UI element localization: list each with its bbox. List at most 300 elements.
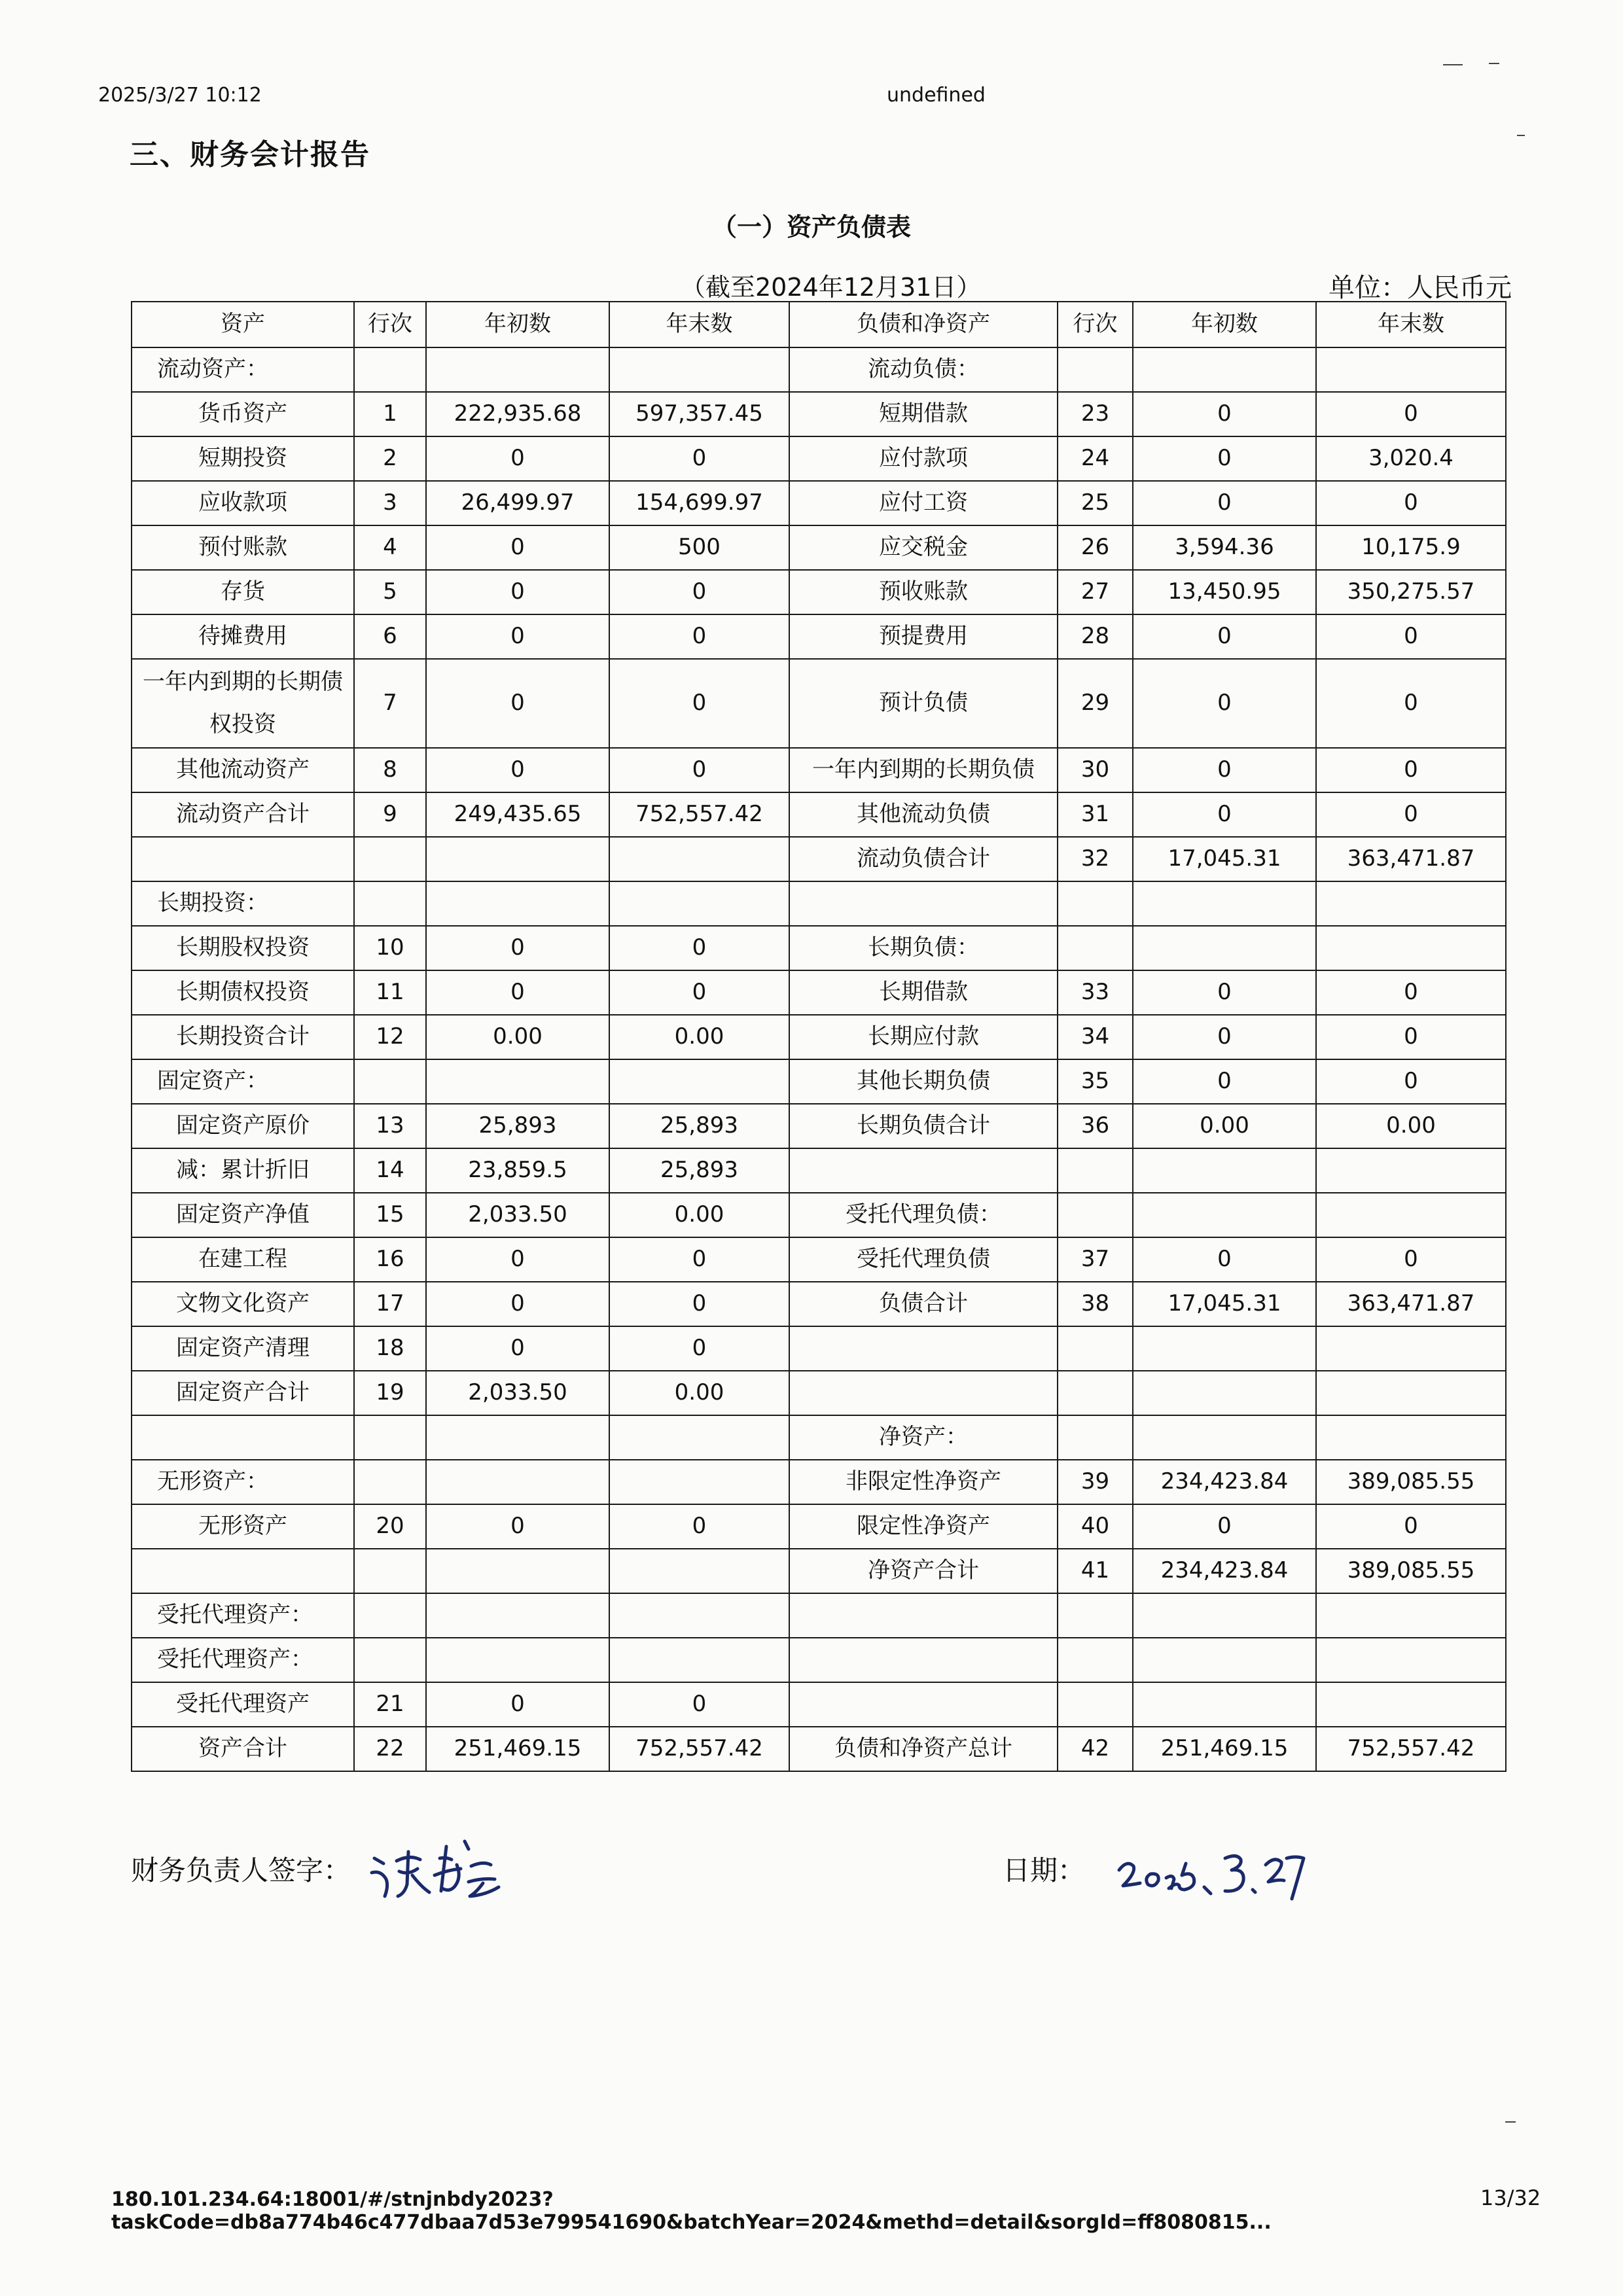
asset-line-no: 19 xyxy=(354,1371,426,1415)
column-header: 行次 xyxy=(354,302,426,347)
liability-end-value: 0 xyxy=(1316,659,1506,748)
asset-line-no xyxy=(354,837,426,881)
asset-end-value: 0 xyxy=(609,1504,789,1549)
asset-end-value: 752,557.42 xyxy=(609,1727,789,1771)
liability-line-no: 24 xyxy=(1058,436,1133,481)
asset-begin-value: 0 xyxy=(426,659,609,748)
liability-line-no xyxy=(1058,1593,1133,1638)
liability-end-value: 752,557.42 xyxy=(1316,1727,1506,1771)
liability-end-value: 0 xyxy=(1316,748,1506,792)
liability-begin-value xyxy=(1133,1593,1316,1638)
liability-name: 长期负债合计 xyxy=(789,1104,1058,1148)
liability-begin-value: 0 xyxy=(1133,436,1316,481)
table-row xyxy=(132,1415,1506,1460)
table-row xyxy=(132,1193,1506,1237)
print-header-title: undefined xyxy=(887,84,986,107)
asset-line-no: 22 xyxy=(354,1727,426,1771)
asset-line-no xyxy=(354,1415,426,1460)
asset-end-value: 752,557.42 xyxy=(609,792,789,837)
asset-name: 受托代理资产： xyxy=(132,1593,354,1638)
liability-begin-value xyxy=(1133,1193,1316,1237)
asset-name: 流动资产： xyxy=(132,347,354,392)
asset-name xyxy=(132,837,354,881)
liability-line-no xyxy=(1058,1415,1133,1460)
signature-label: 财务负责人签字： xyxy=(131,1854,351,1886)
liability-begin-value: 0 xyxy=(1133,1015,1316,1059)
liability-begin-value: 0.00 xyxy=(1133,1104,1316,1148)
asset-begin-value: 23,859.5 xyxy=(426,1148,609,1193)
liability-end-value xyxy=(1316,1593,1506,1638)
liability-begin-value: 17,045.31 xyxy=(1133,1282,1316,1326)
table-row xyxy=(132,570,1506,614)
asset-begin-value: 0.00 xyxy=(426,1015,609,1059)
liability-name: 应付工资 xyxy=(789,481,1058,525)
asset-line-no: 17 xyxy=(354,1282,426,1326)
print-datetime: 2025/3/27 10:12 xyxy=(98,84,262,107)
table-row xyxy=(132,1727,1506,1771)
asset-begin-value: 0 xyxy=(426,926,609,970)
liability-line-no xyxy=(1058,347,1133,392)
asset-name: 预付账款 xyxy=(132,525,354,570)
liability-begin-value: 0 xyxy=(1133,481,1316,525)
asset-line-no: 9 xyxy=(354,792,426,837)
liability-line-no: 41 xyxy=(1058,1549,1133,1593)
asset-end-value xyxy=(609,347,789,392)
liability-name: 预收账款 xyxy=(789,570,1058,614)
asset-line-no: 15 xyxy=(354,1193,426,1237)
liability-line-no: 42 xyxy=(1058,1727,1133,1771)
liability-name xyxy=(789,1326,1058,1371)
asset-end-value: 0.00 xyxy=(609,1371,789,1415)
asset-begin-value xyxy=(426,347,609,392)
liability-line-no: 39 xyxy=(1058,1460,1133,1504)
liability-name: 预计负债 xyxy=(789,659,1058,748)
table-row xyxy=(132,881,1506,926)
table-row xyxy=(132,1371,1506,1415)
asset-name xyxy=(132,1549,354,1593)
table-row xyxy=(132,392,1506,436)
asset-end-value xyxy=(609,881,789,926)
table-row xyxy=(132,792,1506,837)
asset-line-no: 11 xyxy=(354,970,426,1015)
liability-line-no: 33 xyxy=(1058,970,1133,1015)
asset-end-value xyxy=(609,1593,789,1638)
liability-begin-value xyxy=(1133,926,1316,970)
asset-name: 长期投资合计 xyxy=(132,1015,354,1059)
liability-end-value: 363,471.87 xyxy=(1316,837,1506,881)
liability-end-value xyxy=(1316,1148,1506,1193)
asset-end-value: 0 xyxy=(609,570,789,614)
asset-begin-value xyxy=(426,1460,609,1504)
asset-begin-value: 249,435.65 xyxy=(426,792,609,837)
liability-end-value: 0.00 xyxy=(1316,1104,1506,1148)
page-number: 13/32 xyxy=(1480,2185,1541,2210)
asset-line-no xyxy=(354,347,426,392)
asset-line-no: 3 xyxy=(354,481,426,525)
liability-begin-value xyxy=(1133,1371,1316,1415)
asset-line-no xyxy=(354,1593,426,1638)
table-row xyxy=(132,748,1506,792)
asset-begin-value xyxy=(426,837,609,881)
asset-line-no: 5 xyxy=(354,570,426,614)
asset-line-no: 12 xyxy=(354,1015,426,1059)
liability-name: 长期负债： xyxy=(789,926,1058,970)
asset-name: 待摊费用 xyxy=(132,614,354,659)
asset-line-no xyxy=(354,1460,426,1504)
liability-end-value xyxy=(1316,1415,1506,1460)
asset-end-value xyxy=(609,1460,789,1504)
table-row xyxy=(132,1593,1506,1638)
liability-end-value: 0 xyxy=(1316,614,1506,659)
liability-begin-value: 0 xyxy=(1133,1504,1316,1549)
liability-line-no xyxy=(1058,1638,1133,1682)
asset-name: 受托代理资产： xyxy=(132,1638,354,1682)
asset-name: 受托代理资产 xyxy=(132,1682,354,1727)
asset-end-value: 0 xyxy=(609,614,789,659)
asset-name: 文物文化资产 xyxy=(132,1282,354,1326)
liability-begin-value: 251,469.15 xyxy=(1133,1727,1316,1771)
asset-end-value xyxy=(609,1638,789,1682)
asset-end-value: 500 xyxy=(609,525,789,570)
liability-end-value xyxy=(1316,926,1506,970)
liability-line-no xyxy=(1058,881,1133,926)
asset-begin-value: 25,893 xyxy=(426,1104,609,1148)
liability-name: 净资产合计 xyxy=(789,1549,1058,1593)
liability-name: 净资产： xyxy=(789,1415,1058,1460)
asset-line-no: 14 xyxy=(354,1148,426,1193)
liability-name: 负债和净资产总计 xyxy=(789,1727,1058,1771)
asset-begin-value: 0 xyxy=(426,970,609,1015)
asset-end-value: 0.00 xyxy=(609,1015,789,1059)
asset-name: 长期投资： xyxy=(132,881,354,926)
asset-name: 应收款项 xyxy=(132,481,354,525)
asset-line-no: 13 xyxy=(354,1104,426,1148)
column-header: 负债和净资产 xyxy=(789,302,1058,347)
liability-end-value: 0 xyxy=(1316,481,1506,525)
asset-end-value: 0 xyxy=(609,436,789,481)
asset-begin-value xyxy=(426,1638,609,1682)
table-row xyxy=(132,614,1506,659)
liability-line-no xyxy=(1058,1682,1133,1727)
as-of-date: （截至2024年12月31日） xyxy=(681,273,982,302)
liability-line-no: 31 xyxy=(1058,792,1133,837)
table-row xyxy=(132,1237,1506,1282)
liability-name: 一年内到期的长期负债 xyxy=(789,748,1058,792)
liability-begin-value xyxy=(1133,1415,1316,1460)
asset-name: 固定资产： xyxy=(132,1059,354,1104)
liability-end-value xyxy=(1316,1682,1506,1727)
liability-end-value: 350,275.57 xyxy=(1316,570,1506,614)
liability-name: 流动负债： xyxy=(789,347,1058,392)
table-row xyxy=(132,1104,1506,1148)
liability-name xyxy=(789,1593,1058,1638)
table-row xyxy=(132,926,1506,970)
table-row xyxy=(132,1148,1506,1193)
liability-end-value: 389,085.55 xyxy=(1316,1549,1506,1593)
asset-name: 长期股权投资 xyxy=(132,926,354,970)
asset-name xyxy=(132,1415,354,1460)
column-header: 年初数 xyxy=(1133,302,1316,347)
liability-begin-value xyxy=(1133,1326,1316,1371)
liability-end-value xyxy=(1316,1638,1506,1682)
asset-name: 固定资产原价 xyxy=(132,1104,354,1148)
table-row xyxy=(132,659,1506,748)
column-header: 年末数 xyxy=(609,302,789,347)
liability-end-value xyxy=(1316,1193,1506,1237)
liability-line-no: 23 xyxy=(1058,392,1133,436)
table-row xyxy=(132,1638,1506,1682)
liability-name xyxy=(789,1148,1058,1193)
asset-begin-value: 2,033.50 xyxy=(426,1371,609,1415)
currency-unit: 单位：人民币元 xyxy=(1329,273,1512,303)
asset-line-no: 2 xyxy=(354,436,426,481)
liability-begin-value: 0 xyxy=(1133,1059,1316,1104)
liability-end-value: 0 xyxy=(1316,1237,1506,1282)
asset-line-no: 18 xyxy=(354,1326,426,1371)
liability-name xyxy=(789,881,1058,926)
asset-begin-value: 26,499.97 xyxy=(426,481,609,525)
liability-end-value: 0 xyxy=(1316,392,1506,436)
liability-begin-value: 0 xyxy=(1133,970,1316,1015)
asset-begin-value xyxy=(426,1593,609,1638)
asset-begin-value: 0 xyxy=(426,1237,609,1282)
liability-begin-value: 0 xyxy=(1133,659,1316,748)
table-row xyxy=(132,481,1506,525)
liability-end-value: 0 xyxy=(1316,1015,1506,1059)
asset-name: 减：累计折旧 xyxy=(132,1148,354,1193)
asset-end-value: 25,893 xyxy=(609,1148,789,1193)
table-row xyxy=(132,1504,1506,1549)
asset-line-no: 20 xyxy=(354,1504,426,1549)
asset-begin-value: 2,033.50 xyxy=(426,1193,609,1237)
liability-end-value: 0 xyxy=(1316,970,1506,1015)
liability-begin-value xyxy=(1133,347,1316,392)
column-header: 年末数 xyxy=(1316,302,1506,347)
liability-line-no: 34 xyxy=(1058,1015,1133,1059)
asset-line-no: 16 xyxy=(354,1237,426,1282)
liability-begin-value: 234,423.84 xyxy=(1133,1460,1316,1504)
liability-begin-value xyxy=(1133,1148,1316,1193)
liability-begin-value xyxy=(1133,1682,1316,1727)
liability-line-no xyxy=(1058,1371,1133,1415)
asset-line-no: 10 xyxy=(354,926,426,970)
table-row xyxy=(132,525,1506,570)
liability-name: 应付款项 xyxy=(789,436,1058,481)
liability-line-no: 26 xyxy=(1058,525,1133,570)
liability-line-no: 30 xyxy=(1058,748,1133,792)
liability-end-value: 0 xyxy=(1316,1059,1506,1104)
asset-begin-value: 0 xyxy=(426,525,609,570)
asset-end-value: 0 xyxy=(609,1326,789,1371)
liability-name: 非限定性净资产 xyxy=(789,1460,1058,1504)
liability-begin-value: 0 xyxy=(1133,792,1316,837)
asset-name: 资产合计 xyxy=(132,1727,354,1771)
liability-begin-value: 3,594.36 xyxy=(1133,525,1316,570)
liability-line-no: 28 xyxy=(1058,614,1133,659)
asset-begin-value: 0 xyxy=(426,436,609,481)
asset-name: 固定资产净值 xyxy=(132,1193,354,1237)
table-row xyxy=(132,837,1506,881)
liability-begin-value: 0 xyxy=(1133,1237,1316,1282)
liability-name: 其他流动负债 xyxy=(789,792,1058,837)
column-header: 年初数 xyxy=(426,302,609,347)
liability-line-no: 25 xyxy=(1058,481,1133,525)
liability-name: 长期借款 xyxy=(789,970,1058,1015)
liability-end-value xyxy=(1316,1326,1506,1371)
asset-line-no: 4 xyxy=(354,525,426,570)
liability-begin-value xyxy=(1133,881,1316,926)
liability-end-value: 389,085.55 xyxy=(1316,1460,1506,1504)
asset-name: 短期投资 xyxy=(132,436,354,481)
table-title: （一）资产负债表 xyxy=(711,213,911,241)
table-row xyxy=(132,1682,1506,1727)
liability-end-value: 10,175.9 xyxy=(1316,525,1506,570)
liability-name: 应交税金 xyxy=(789,525,1058,570)
asset-line-no xyxy=(354,881,426,926)
asset-end-value xyxy=(609,1549,789,1593)
asset-end-value: 25,893 xyxy=(609,1104,789,1148)
liability-begin-value xyxy=(1133,1638,1316,1682)
liability-name: 负债合计 xyxy=(789,1282,1058,1326)
asset-name: 其他流动资产 xyxy=(132,748,354,792)
asset-end-value xyxy=(609,837,789,881)
liability-end-value: 0 xyxy=(1316,792,1506,837)
asset-name: 货币资产 xyxy=(132,392,354,436)
liability-name: 流动负债合计 xyxy=(789,837,1058,881)
liability-line-no: 37 xyxy=(1058,1237,1133,1282)
asset-begin-value: 0 xyxy=(426,1326,609,1371)
asset-name: 无形资产 xyxy=(132,1504,354,1549)
asset-begin-value: 0 xyxy=(426,1504,609,1549)
handwritten-signature xyxy=(366,1832,537,1904)
liability-line-no: 27 xyxy=(1058,570,1133,614)
liability-line-no: 29 xyxy=(1058,659,1133,748)
asset-name: 一年内到期的长期债权投资 xyxy=(132,659,354,748)
asset-begin-value: 0 xyxy=(426,570,609,614)
asset-begin-value: 0 xyxy=(426,1282,609,1326)
asset-line-no: 21 xyxy=(354,1682,426,1727)
liability-line-no xyxy=(1058,1326,1133,1371)
asset-line-no xyxy=(354,1638,426,1682)
scan-noise xyxy=(1443,64,1463,65)
liability-name: 短期借款 xyxy=(789,392,1058,436)
column-header: 资产 xyxy=(132,302,354,347)
table-row xyxy=(132,1326,1506,1371)
liability-line-no xyxy=(1058,1148,1133,1193)
liability-end-value: 363,471.87 xyxy=(1316,1282,1506,1326)
asset-begin-value: 222,935.68 xyxy=(426,392,609,436)
liability-name: 受托代理负债： xyxy=(789,1193,1058,1237)
asset-name: 固定资产清理 xyxy=(132,1326,354,1371)
table-row xyxy=(132,1549,1506,1593)
liability-line-no xyxy=(1058,926,1133,970)
asset-name: 存货 xyxy=(132,570,354,614)
liability-name xyxy=(789,1682,1058,1727)
asset-begin-value xyxy=(426,881,609,926)
asset-end-value xyxy=(609,1059,789,1104)
asset-end-value: 0 xyxy=(609,659,789,748)
asset-line-no xyxy=(354,1549,426,1593)
asset-name: 流动资产合计 xyxy=(132,792,354,837)
table-row xyxy=(132,1059,1506,1104)
asset-line-no: 6 xyxy=(354,614,426,659)
table-row xyxy=(132,1015,1506,1059)
liability-line-no: 35 xyxy=(1058,1059,1133,1104)
liability-end-value xyxy=(1316,347,1506,392)
asset-name: 在建工程 xyxy=(132,1237,354,1282)
asset-begin-value: 0 xyxy=(426,1682,609,1727)
table-row xyxy=(132,436,1506,481)
asset-begin-value: 251,469.15 xyxy=(426,1727,609,1771)
liability-begin-value: 17,045.31 xyxy=(1133,837,1316,881)
asset-end-value: 0 xyxy=(609,926,789,970)
asset-line-no xyxy=(354,1059,426,1104)
liability-name: 长期应付款 xyxy=(789,1015,1058,1059)
liability-line-no: 32 xyxy=(1058,837,1133,881)
liability-end-value xyxy=(1316,881,1506,926)
asset-end-value: 154,699.97 xyxy=(609,481,789,525)
liability-line-no xyxy=(1058,1193,1133,1237)
asset-begin-value xyxy=(426,1059,609,1104)
asset-line-no: 8 xyxy=(354,748,426,792)
balance-sheet-table xyxy=(131,301,1507,1772)
table-row xyxy=(132,970,1506,1015)
liability-end-value: 3,020.4 xyxy=(1316,436,1506,481)
liability-begin-value: 0 xyxy=(1133,748,1316,792)
date-label: 日期： xyxy=(1003,1854,1086,1886)
asset-end-value: 0 xyxy=(609,970,789,1015)
section-title: 三、财务会计报告 xyxy=(130,138,370,171)
column-header: 行次 xyxy=(1058,302,1133,347)
asset-end-value: 597,357.45 xyxy=(609,392,789,436)
asset-begin-value xyxy=(426,1549,609,1593)
table-row xyxy=(132,347,1506,392)
liability-begin-value: 13,450.95 xyxy=(1133,570,1316,614)
asset-end-value: 0 xyxy=(609,1282,789,1326)
asset-name: 固定资产合计 xyxy=(132,1371,354,1415)
liability-name: 其他长期负债 xyxy=(789,1059,1058,1104)
asset-begin-value: 0 xyxy=(426,748,609,792)
liability-line-no: 38 xyxy=(1058,1282,1133,1326)
liability-begin-value: 0 xyxy=(1133,614,1316,659)
asset-end-value: 0 xyxy=(609,1682,789,1727)
scan-noise xyxy=(1517,135,1525,136)
liability-name xyxy=(789,1638,1058,1682)
liability-name xyxy=(789,1371,1058,1415)
liability-end-value xyxy=(1316,1371,1506,1415)
asset-name: 长期债权投资 xyxy=(132,970,354,1015)
liability-name: 预提费用 xyxy=(789,614,1058,659)
handwritten-date xyxy=(1113,1832,1309,1904)
asset-line-no: 1 xyxy=(354,392,426,436)
asset-name: 无形资产： xyxy=(132,1460,354,1504)
asset-begin-value: 0 xyxy=(426,614,609,659)
asset-end-value: 0 xyxy=(609,1237,789,1282)
scan-noise xyxy=(1505,2121,1516,2123)
scan-noise xyxy=(1489,63,1499,64)
page-url: 180.101.234.64:18001/#/stnjnbdy2023?taskCode=db8a774b46c477dbaa7d53e799541690&batchYear=2024&methd=detail&sorgId=ff8080815... xyxy=(111,2188,1272,2234)
liability-begin-value: 0 xyxy=(1133,392,1316,436)
liability-line-no: 40 xyxy=(1058,1504,1133,1549)
asset-line-no: 7 xyxy=(354,659,426,748)
asset-end-value: 0 xyxy=(609,748,789,792)
liability-name: 限定性净资产 xyxy=(789,1504,1058,1549)
table-header-row xyxy=(132,302,1506,347)
asset-begin-value xyxy=(426,1415,609,1460)
table-row xyxy=(132,1282,1506,1326)
asset-end-value: 0.00 xyxy=(609,1193,789,1237)
liability-line-no: 36 xyxy=(1058,1104,1133,1148)
